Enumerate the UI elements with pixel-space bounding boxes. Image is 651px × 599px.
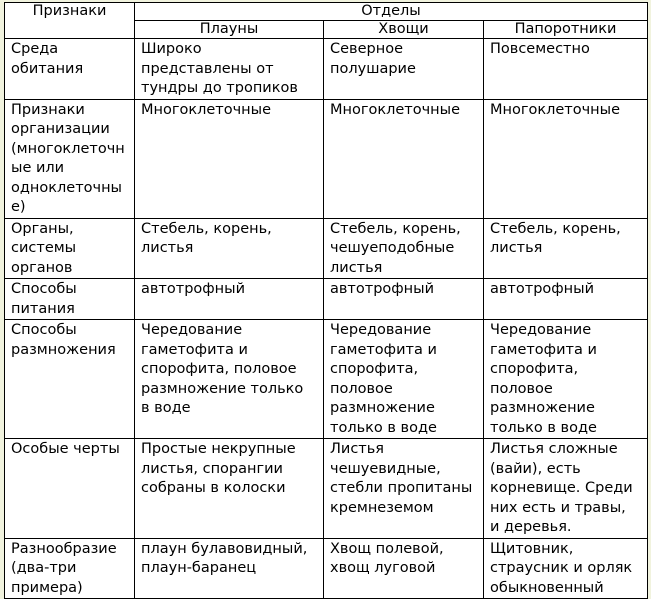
table-cell: Стебель, корень, листья [484, 218, 648, 279]
table-cell: Повсеместно [484, 39, 648, 100]
table-cell: автотрофный [135, 279, 324, 320]
table-row [5, 439, 648, 539]
plant-divisions-table [4, 2, 648, 599]
table-cell: Простые некрупные листья, спорангии собраны в колоски [135, 439, 324, 539]
row-label-diversity: Разнообразие (два-три примера) [5, 538, 135, 599]
table-cell: Чередование гаметофита и спорофита, половое размножение только в воде [324, 320, 484, 439]
table-row [5, 320, 648, 439]
table-cell: Многоклеточные [324, 99, 484, 218]
header-col-khvoshchi: Хвощи [324, 21, 484, 39]
table-cell: Широко представлены от тундры до тропиков [135, 39, 324, 100]
table-cell: Северное полушарие [324, 39, 484, 100]
table-cell: Щитовник, страусник и орляк обыкновенный [484, 538, 648, 599]
table-row [5, 218, 648, 279]
table-cell: автотрофный [484, 279, 648, 320]
row-label-organs: Органы, системы органов [5, 218, 135, 279]
table-cell: Чередование гаметофита и спорофита, половое размножение только в воде [484, 320, 648, 439]
header-priznaki: Признаки [5, 3, 135, 39]
table-cell: Листья чешуевидные, стебли пропитаны кремнеземом [324, 439, 484, 539]
header-row-top [5, 3, 648, 21]
header-otdely: Отделы [135, 3, 648, 21]
row-label-habitat: Среда обитания [5, 39, 135, 100]
table-cell: Листья сложные (вайи), есть корневище. Среди них есть и травы, и деревья. [484, 439, 648, 539]
table-cell: Стебель, корень, чешуеподобные листья [324, 218, 484, 279]
table-cell: Многоклеточные [484, 99, 648, 218]
table-cell: плаун булавовидный, плаун-баранец [135, 538, 324, 599]
row-label-reproduction: Способы размножения [5, 320, 135, 439]
table-row [5, 279, 648, 320]
table-row [5, 538, 648, 599]
table-cell: автотрофный [324, 279, 484, 320]
table-cell: Хвощ полевой, хвощ луговой [324, 538, 484, 599]
table-cell: Стебель, корень, листья [135, 218, 324, 279]
row-label-features: Особые черты [5, 439, 135, 539]
document-frame [4, 2, 647, 596]
table-cell: Многоклеточные [135, 99, 324, 218]
row-label-organization: Признаки организации (многоклеточн ые или одноклеточны е) [5, 99, 135, 218]
header-col-plauny: Плауны [135, 21, 324, 39]
table-row [5, 99, 648, 218]
row-label-nutrition: Способы питания [5, 279, 135, 320]
table-cell: Чередование гаметофита и спорофита, половое размножение только в воде [135, 320, 324, 439]
table-row [5, 39, 648, 100]
header-col-paporotniki: Папоротники [484, 21, 648, 39]
